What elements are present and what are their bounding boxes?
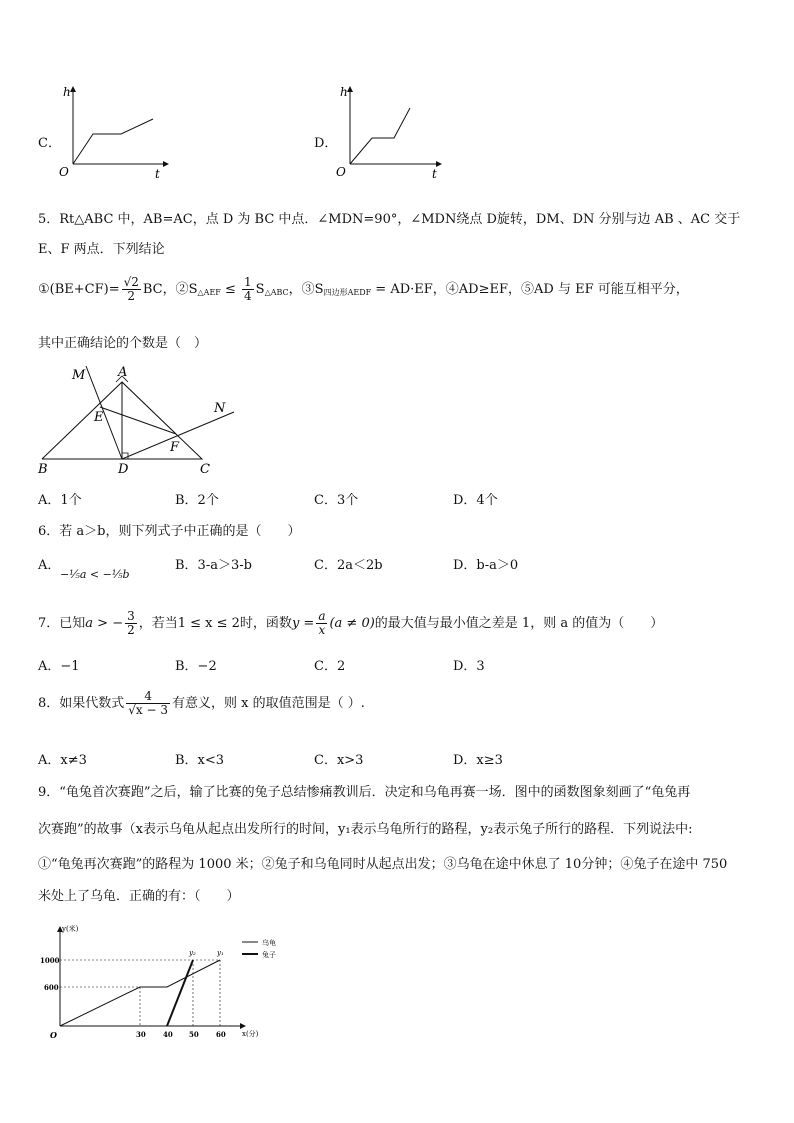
q9-label-y1: y₁ (217, 949, 224, 957)
q9-stem-line4: 米处上了乌龟．正确的有：（ ） (38, 889, 240, 904)
q9-legend-rabbit: 兔子 (262, 951, 276, 959)
q5-label-n: N (214, 401, 226, 416)
q5-option-d: D．4个 (453, 493, 498, 508)
q5-triangle-figure (34, 362, 254, 478)
q6-option-a-label: A． (38, 558, 61, 573)
q4d-axis-t: t (432, 167, 437, 181)
q8-option-d: D．x≥3 (453, 753, 503, 768)
q7-stem: 7．已知a > − $\frac{3}{2}$ ，若当1 ≤ x ≤ 2时，函数y = $\frac{a}{x}$ (a ≠ 0)的最大值与最小值之差是 1，则 a 的值为（ ） (38, 609, 664, 637)
q4c-axis-h: h (63, 85, 71, 99)
q5-label-e: E (94, 410, 104, 425)
q6-option-a-expr: −⅕a < −⅕b (60, 568, 130, 581)
q5-c1-a: ①(BE+CF)= (38, 282, 120, 297)
q5-option-b: B．2个 (175, 493, 219, 508)
q5-label-c: C (200, 462, 210, 477)
q5-label-d: D (118, 462, 129, 477)
q9-ylabel: y(米) (62, 925, 79, 933)
q4-graph-c (55, 82, 175, 182)
q9-ytick-1000: 1000 (40, 956, 60, 965)
q7-option-d: D．3 (453, 659, 485, 674)
q7-option-c: C．2 (314, 659, 346, 674)
q7-fraction-3-2: $\frac{3}{2}$ (127, 609, 135, 637)
q8-option-c: C．x>3 (314, 753, 364, 768)
q4d-axis-h: h (340, 85, 348, 99)
q9-xtick-60: 60 (216, 1030, 226, 1039)
q4-graph-d (332, 82, 452, 182)
q5-stem-line2: E、F 两点．下列结论 (38, 242, 165, 257)
q9-stem-line1: 9．“龟兔首次赛跑”之后，输了比赛的兔子总结惨痛教训后．决定和乌龟再赛一场．图中的函数图象刻画了“龟兔再 (38, 785, 691, 800)
q5-c4: ④AD≥EF， (445, 282, 522, 297)
q7-fraction-a-x: $\frac{a}{x}$ (318, 609, 326, 637)
q9-function-graph (34, 922, 294, 1044)
q6-option-b: B．3-a＞3-b (175, 558, 252, 573)
q9-xtick-50: 50 (189, 1030, 199, 1039)
q9-label-y2: y₂ (189, 949, 196, 957)
q5-label-b: B (38, 462, 48, 477)
q6-stem: 6．若 a＞b，则下列式子中正确的是（ ） (38, 524, 301, 539)
q4-option-c-label: C． (38, 136, 61, 151)
q5-label-m: M (72, 368, 86, 383)
q5-c2-fraction: $\frac{1}{4}$ (244, 275, 252, 303)
q8-stem: 8．如果代数式 $\frac{4}{√x - 3}$ 有意义，则 x 的取值范围是（ ）. (38, 689, 365, 717)
q5-c1-fraction: $\frac{√2}{2}$ (123, 275, 139, 303)
q6-option-d: D．b-a＞0 (453, 558, 519, 573)
q4d-origin: O (336, 165, 346, 179)
q6-option-c: C．2a＜2b (314, 558, 383, 573)
q5-c3: ③S (301, 282, 324, 297)
q5-c1-b: BC， (142, 282, 176, 297)
q5-stem-line4: 其中正确结论的个数是（ ） (38, 336, 208, 351)
q4-option-d-label: D． (314, 136, 338, 151)
q5-label-f: F (170, 440, 180, 455)
q9-origin: O (50, 1030, 57, 1040)
q8-option-b: B．x<3 (175, 753, 225, 768)
q4c-axis-t: t (155, 167, 160, 181)
q9-stem-line3: ①“龟兔再次赛跑”的路程为 1000 米；②兔子和乌龟同时从起点出发；③乌龟在途中休息了 10分钟；④兔子在途中 750 (38, 857, 728, 872)
q5-option-c: C．3个 (314, 493, 359, 508)
q5-option-a: A．1个 (38, 493, 82, 508)
q5-conclusions: ①(BE+CF)= $\frac{√2}{2}$ BC，$②S_{\triangle AEF}$ ≤ $\frac{1}{4}$ $S_{\triangle ABC}$，$③S_{四边形AEDF} = AD\cdot EF$，④AD≥EF，⑤AD 与 EF 可能互相平分， (38, 275, 689, 303)
q9-stem-line2: 次赛跑”的故事（x表示乌龟从起点出发所行的时间，y₁表示乌龟所行的路程，y₂表示兔子所行的路程．下列说法中: (38, 822, 693, 837)
q8-option-a: A．x≠3 (38, 753, 87, 768)
q9-xlabel: x(分) (242, 1030, 259, 1038)
q5-stem-line1: 5．Rt△ABC 中，AB=AC，点 D 为 BC 中点．∠MDN=90°，∠MDN绕点 D旋转，DM、DN 分别与边 AB 、AC 交于 (38, 212, 741, 227)
q8-fraction: $\frac{4}{√x - 3}$ (128, 689, 169, 717)
q5-c5: ⑤AD 与 EF 可能互相平分， (521, 282, 689, 297)
q9-xtick-30: 30 (136, 1030, 146, 1039)
q7-option-b: B．−2 (175, 659, 217, 674)
q5-c2-a: ②S (175, 282, 198, 297)
q9-legend-tortoise: 乌龟 (262, 939, 276, 947)
q5-label-a: A (118, 365, 128, 380)
q7-option-a: A．−1 (38, 659, 80, 674)
q9-ytick-600: 600 (44, 983, 59, 992)
q4c-origin: O (59, 165, 69, 179)
q9-xtick-40: 40 (163, 1030, 173, 1039)
